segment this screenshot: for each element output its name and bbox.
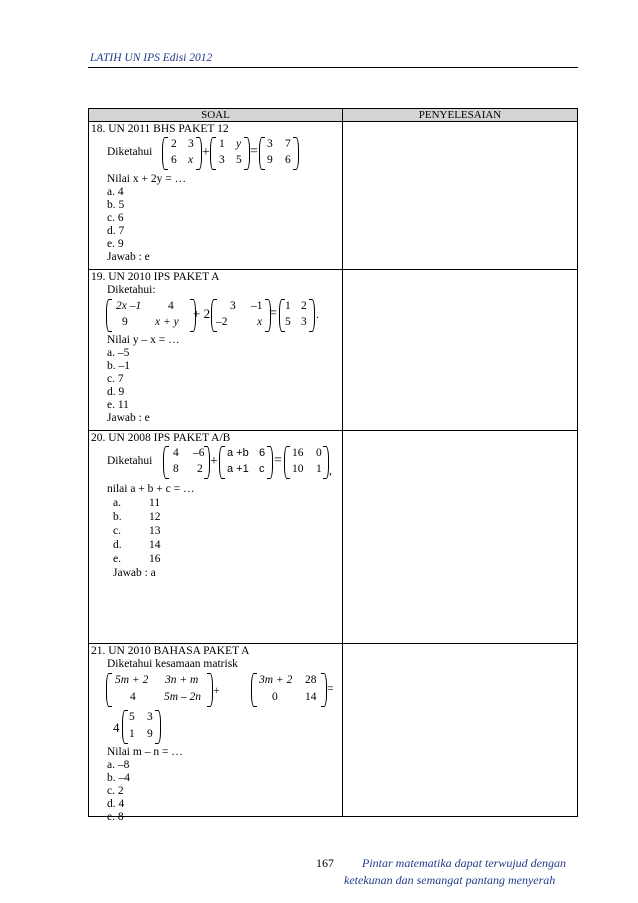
q21-m1-b: 3n + m [165, 674, 199, 686]
q21-title: 21. UN 2010 BAHASA PAKET A [91, 645, 250, 657]
q21-m1-c: 4 [130, 691, 136, 703]
q21-m2-left-paren [251, 673, 257, 707]
q19-soal [89, 270, 342, 430]
q18-m2-b: y [236, 138, 242, 150]
question-row-20 [89, 431, 578, 644]
q19-m2-b: –1 [251, 300, 263, 312]
q19-equals: = [269, 306, 277, 321]
q20-m2-left-paren [219, 446, 225, 479]
q19-option-a: a. –5 [107, 347, 130, 359]
q18-m3-left-paren [259, 137, 265, 170]
q18-equals: = [250, 144, 258, 159]
q18-m2-d: 5 [236, 154, 242, 166]
q20-m3-b: 0 [316, 447, 322, 459]
q19-title: 19. UN 2010 IPS PAKET A [91, 271, 220, 283]
q19-m3-b: 2 [301, 300, 307, 312]
q20-option-a-letter: a. [113, 497, 121, 509]
q21-plus: + [213, 685, 220, 697]
q18-m1-left-paren [162, 137, 168, 170]
q18-m3-a: 3 [267, 138, 273, 150]
q21-option-a: a. –8 [107, 759, 130, 771]
q18-m3-right-paren [293, 137, 299, 170]
q18-option-a: a. 4 [107, 186, 124, 198]
q19-m3-right-paren [309, 299, 315, 332]
q20-option-c-letter: c. [113, 525, 121, 537]
q19-m1-a: 2x –1 [116, 300, 142, 312]
questions-table [88, 108, 578, 823]
q21-equals: = [327, 683, 334, 695]
q19-option-e: e. 11 [107, 399, 129, 411]
q20-m2-c: a +1 [227, 463, 249, 475]
footer-motto-line2: ketekunan dan semangat pantang menyerah [344, 873, 556, 887]
q18-answer: Jawab : e [107, 251, 150, 263]
q20-m2-a: a +b [227, 447, 249, 459]
footer-motto-line1: Pintar matematika dapat terwujud dengan [362, 856, 566, 870]
q19-m1-left-paren [106, 299, 112, 332]
q21-m3-c: 1 [129, 728, 135, 740]
question-row-18 [89, 122, 578, 270]
q19-coefficient: + 2 [193, 306, 211, 321]
q18-option-b: b. 5 [107, 199, 125, 211]
q18-penyelesaian [343, 122, 578, 270]
q20-soal [89, 431, 342, 643]
q18-m2-c: 3 [219, 154, 225, 166]
q19-m2-c: –2 [216, 316, 228, 328]
q20-m1-b: –6 [193, 447, 205, 459]
q21-m3-d: 9 [147, 728, 153, 740]
col-penyelesaian-header: PENYELESAIAN [343, 109, 578, 122]
q18-plus: + [202, 145, 210, 160]
q20-option-d-letter: d. [113, 539, 122, 551]
q21-m3-a: 5 [129, 711, 135, 723]
q21-m3-b: 3 [147, 711, 153, 723]
q19-dot: . [316, 309, 319, 321]
q21-given: Diketahui kesamaan matrisk [107, 658, 238, 670]
q21-m2-c: 0 [272, 691, 278, 703]
q19-m1-c: 9 [122, 316, 128, 328]
q20-m2-d: c [259, 463, 265, 475]
q18-m2-a: 1 [219, 138, 225, 150]
q18-soal [89, 122, 342, 269]
q20-m3-a: 16 [292, 447, 304, 459]
q20-title: 20. UN 2008 IPS PAKET A/B [91, 432, 231, 444]
q18-m1-c: 6 [171, 154, 177, 166]
q18-option-d: d. 7 [107, 225, 125, 237]
q20-m2-right-paren [267, 446, 273, 479]
q20-option-e-value: 16 [149, 553, 161, 565]
q20-m1-left-paren [163, 446, 169, 479]
q20-answer: Jawab : a [113, 567, 156, 579]
q20-given: Diketahui [107, 455, 153, 467]
q19-option-b: b. –1 [107, 360, 130, 372]
table-header-row [89, 109, 578, 122]
q18-m3-b: 7 [285, 138, 291, 150]
q18-given: Diketahui [107, 146, 153, 158]
q19-m1-b: 4 [168, 300, 174, 312]
q18-title: 18. UN 2011 BHS PAKET 12 [91, 123, 229, 135]
q20-question: nilai a + b + c = … [107, 483, 195, 495]
q20-option-a-value: 11 [149, 497, 161, 509]
q20-penyelesaian [343, 431, 578, 644]
q18-m1-a: 2 [171, 138, 177, 150]
q19-given: Diketahui: [107, 284, 156, 296]
header-rule [88, 67, 578, 68]
q19-question: Nilai y – x = … [107, 334, 180, 346]
q21-m2-a: 3m + 2 [259, 674, 293, 686]
q21-m1-a: 5m + 2 [115, 674, 149, 686]
question-row-19 [89, 270, 578, 431]
q20-option-b-value: 12 [149, 511, 161, 523]
q19-m3-d: 3 [301, 316, 307, 328]
q21-m1-d: 5m – 2n [164, 691, 202, 703]
q20-option-e-letter: e. [113, 553, 121, 565]
q19-answer: Jawab : e [107, 412, 150, 424]
q19-m3-c: 5 [285, 316, 291, 328]
q21-penyelesaian [343, 644, 578, 817]
q20-m1-c: 8 [173, 463, 179, 475]
q21-m2-d: 14 [305, 691, 317, 703]
q21-option-d: d. 4 [107, 798, 125, 810]
q19-penyelesaian [343, 270, 578, 431]
q20-m3-c: 10 [292, 463, 304, 475]
q21-option-e: e. 8 [107, 811, 124, 823]
q20-m1-d: 2 [197, 463, 203, 475]
q19-option-d: d. 9 [107, 386, 125, 398]
q18-m1-d: x [188, 154, 194, 166]
q21-option-b: b. –4 [107, 772, 130, 784]
q21-m3-right-paren [155, 710, 161, 744]
q18-option-c: c. 6 [107, 212, 124, 224]
q19-m2-a: 3 [230, 300, 236, 312]
q20-option-d-value: 14 [149, 539, 161, 551]
q18-question: Nilai x + 2y = … [107, 173, 187, 185]
q21-coefficient: 4 [113, 720, 120, 735]
q21-question: Nilai m – n = … [107, 746, 183, 758]
q18-option-e: e. 9 [107, 238, 124, 250]
q20-comma: , [329, 465, 332, 477]
page-number: 167 [316, 856, 334, 870]
q18-m2-left-paren [210, 137, 216, 170]
col-soal-header: SOAL [89, 109, 343, 122]
q20-option-c-value: 13 [149, 525, 161, 537]
q19-option-c: c. 7 [107, 373, 124, 385]
q19-m1-d: x + y [155, 316, 179, 328]
q20-m3-d: 1 [316, 463, 322, 475]
q19-m2-d: x [257, 316, 263, 328]
q18-m1-b: 3 [188, 138, 194, 150]
q18-m3-d: 6 [285, 154, 291, 166]
q21-m1-left-paren [106, 673, 112, 707]
q21-m3-left-paren [122, 710, 128, 744]
q20-m2-b: 6 [259, 447, 266, 459]
q19-m3-a: 1 [285, 300, 291, 312]
q20-m1-a: 4 [173, 447, 179, 459]
q20-equals: = [274, 453, 282, 468]
q18-m3-c: 9 [267, 154, 273, 166]
running-header: LATIH UN IPS Edisi 2012 [90, 52, 213, 64]
q20-m3-left-paren [284, 446, 290, 479]
q20-plus: + [210, 454, 218, 469]
question-row-21 [89, 644, 578, 817]
q21-soal [89, 644, 342, 823]
q21-option-c: c. 2 [107, 785, 124, 797]
q20-option-b-letter: b. [113, 511, 122, 523]
q21-m2-b: 28 [305, 674, 317, 686]
